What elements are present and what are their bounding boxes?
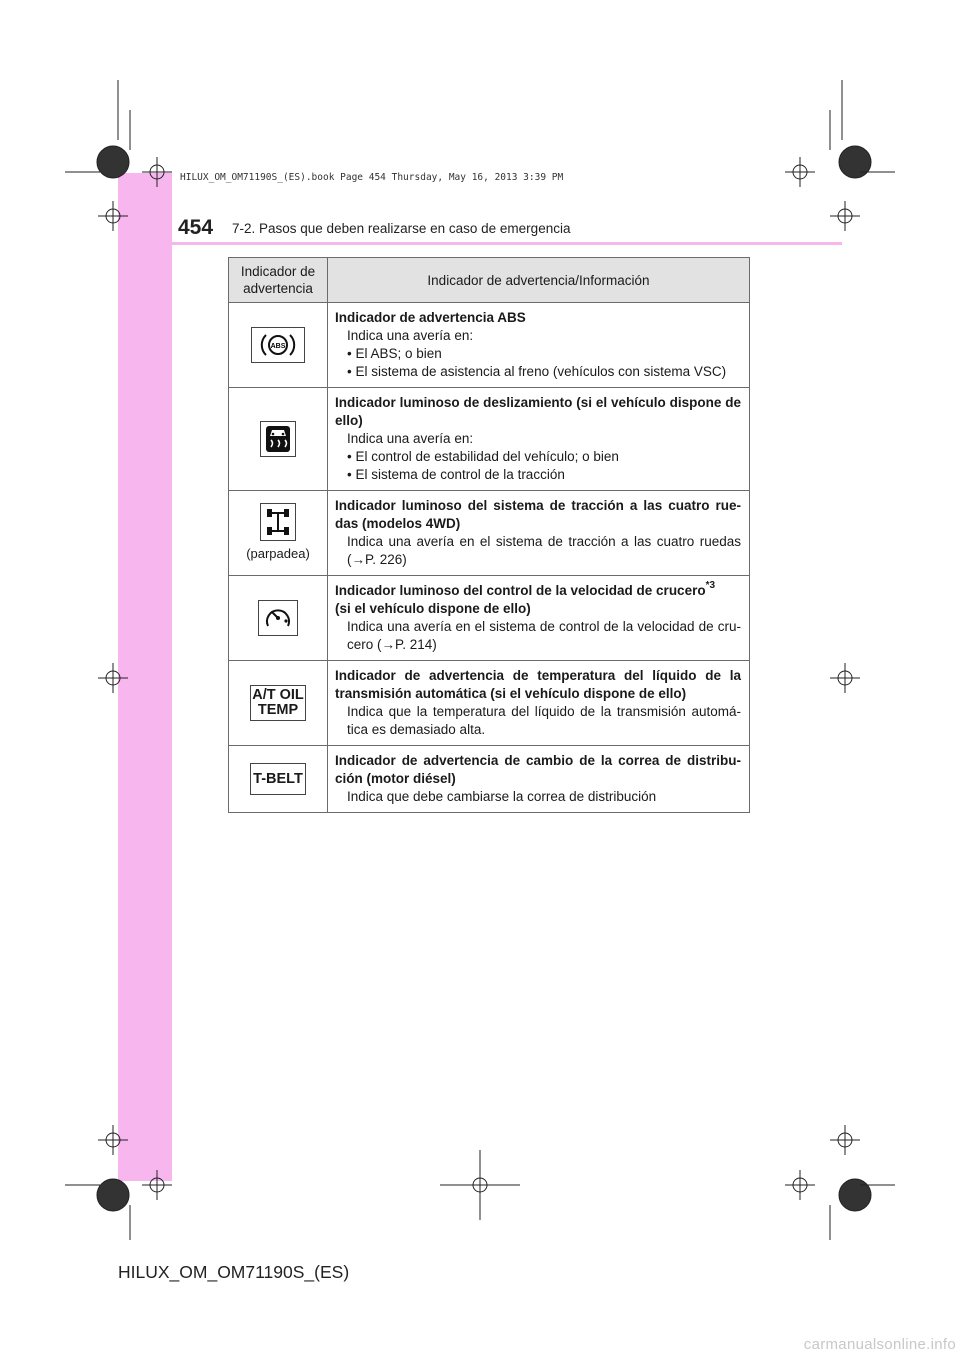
row-title: Indicador luminoso del control de la velocidad de crucero$^{*3}$ [335,580,716,598]
bullet-item: • El ABS; o bien [335,345,741,363]
row-title: Indicador de advertencia de temperatura del líquido de la transmisión automática (si el vehículo dispone de ello) [335,668,741,701]
footnote-marker: *3 [705,580,716,591]
indicator-cell [229,388,328,491]
info-cell [328,661,750,746]
row-description: Indica que la temperatura del líquido de la transmisión automá-tica es demasiado alta. [347,704,741,737]
table-header-row [229,258,750,303]
slip-indicator-icon [260,421,296,457]
at-oil-temp-icon [250,685,306,721]
info-cell [328,491,750,576]
book-stamp: HILUX_OM_OM71190S_(ES).book Page 454 Thursday, May 16, 2013 3:39 PM [180,172,564,183]
section-title: 7-2. Pasos que deben realizarse en caso de emergencia [232,221,571,236]
cruise-control-icon [258,600,298,636]
column-header-indicator: Indicador de advertencia [229,258,328,303]
4wd-indicator-icon [260,503,296,541]
bullet-item: • El control de estabilidad del vehículo; o bien [335,448,741,466]
svg-text:ABS: ABS [270,343,286,350]
row-title: Indicador luminoso del sistema de tracción a las cuatro rue-das (modelos 4WD) [335,498,741,531]
info-cell [328,746,750,813]
row-description: Indica que debe cambiarse la correa de distribución [347,789,657,804]
indicator-cell [229,491,328,576]
page-number: 454 [178,216,214,239]
row-title: Indicador de advertencia de cambio de la correa de distribu-ción (motor diésel) [335,753,741,786]
table-row [229,491,750,576]
indicator-cell [229,303,328,388]
icon-text-line2: TEMP [257,702,299,718]
indicator-cell [229,746,328,813]
info-cell [328,303,750,388]
indicator-cell [229,661,328,746]
table-row [229,746,750,813]
bullet-item: • El sistema de asistencia al freno (vehículos con sistema VSC) [335,363,741,381]
table-row [229,661,750,746]
row-description: Indica una avería en: [347,328,474,343]
info-cell [328,576,750,661]
flashing-caption: (parpadea) [246,546,310,561]
table-row [229,303,750,388]
column-header-info: Indicador de advertencia/Información [328,258,750,303]
bullet-item: • El sistema de control de la tracción [335,466,741,484]
row-description: Indica una avería en: [347,431,474,446]
footer-code: HILUX_OM_OM71190S_(ES) [118,1262,350,1282]
icon-text-line1: A/T OIL [252,687,304,703]
indicator-cell [229,576,328,661]
table-row [229,388,750,491]
table-row [229,576,750,661]
watermark: carmanualsonline.info [803,1336,956,1353]
t-belt-icon: T-BELT [250,763,306,795]
abs-warning-icon [251,327,305,363]
warning-indicator-table [228,257,750,813]
row-description: Indica una avería en el sistema de tracción a las cuatro ruedas (→P. 226) [347,534,741,567]
row-title-qualifier: (si el vehículo dispone de ello) [335,601,531,616]
info-cell [328,388,750,491]
row-title: Indicador de advertencia ABS [335,310,526,325]
row-description: Indica una avería en el sistema de control de la velocidad de cru-cero (→P. 214) [347,619,741,652]
row-title: Indicador luminoso de deslizamiento (si el vehículo dispone de ello) [335,395,741,428]
